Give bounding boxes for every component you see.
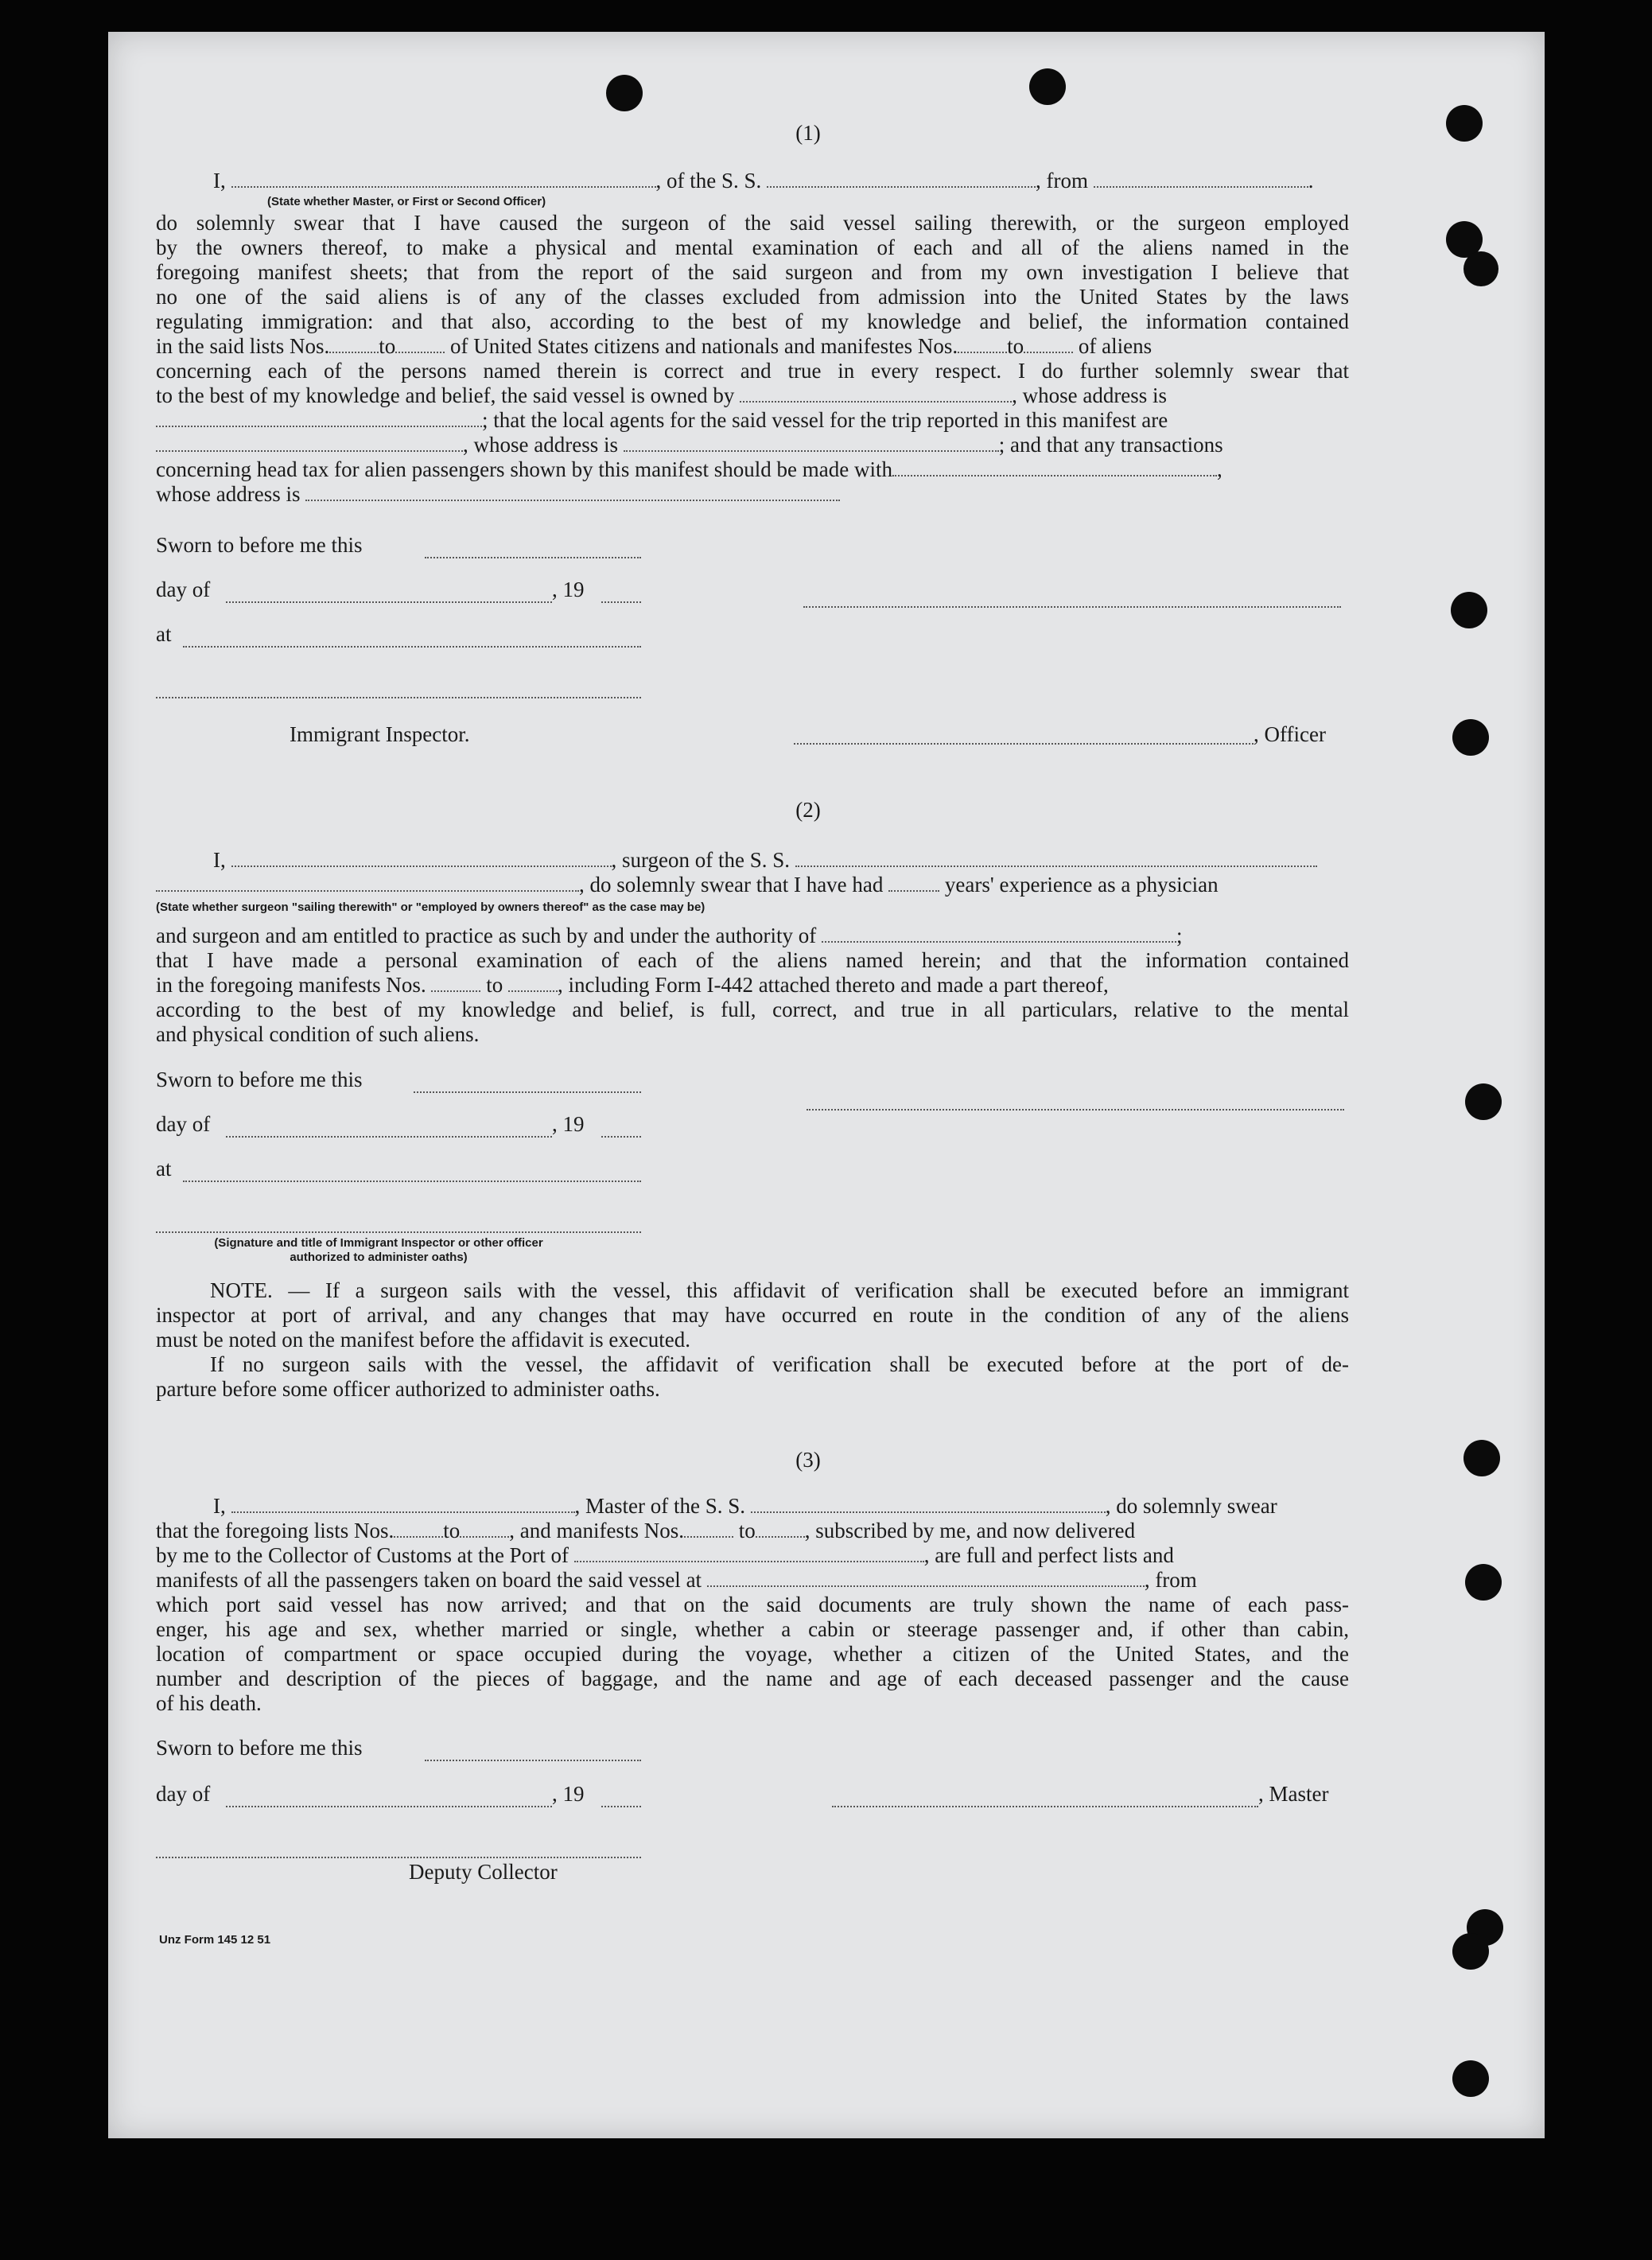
sworn-date-blank[interactable] <box>425 557 641 558</box>
sworn-date-blank[interactable] <box>425 1760 641 1761</box>
to-label: to <box>379 334 396 358</box>
to-label: to <box>486 973 503 997</box>
surgeon-type-note: (State whether surgeon "sailing therewith" or "employed by owners thereof" as the case may be) <box>156 900 706 914</box>
section-1-headtax-line <box>156 457 1349 482</box>
whose-address-label: , whose address is <box>1012 383 1168 407</box>
surgeon-of-label: , surgeon of the S. S. <box>611 848 791 872</box>
section-1-body-line: foregoing manifest sheets; that from the report of the said surgeon and from my own investigation I believe that <box>156 260 1349 284</box>
signature-title-note: (Signature and title of Immigrant Inspector or other officer authorized to administer oaths) <box>214 1236 543 1264</box>
sworn-label: Sworn to before me this <box>156 1068 363 1091</box>
section-1-body-line: no one of the said aliens is of any of the classes excluded from admission into the United States by the laws <box>156 285 1349 309</box>
punch-hole <box>1452 719 1489 756</box>
port-blank[interactable] <box>574 1543 924 1562</box>
year-label: , 19 <box>552 578 585 601</box>
note-text: NOTE. — If a surgeon sails with the vessel, this affidavit of verification shall be executed before an immigrant <box>210 1278 1349 1302</box>
inspector-signature-blank[interactable] <box>156 1231 641 1233</box>
from-label: , from <box>1036 169 1088 193</box>
swear-label: , do solemnly swear that I have had <box>579 873 884 897</box>
section-3-body-line: number and description of the pieces of baggage, and the name and age of each deceased passenger and the cause <box>156 1667 1349 1690</box>
aliens-label: of aliens <box>1078 334 1153 358</box>
of-ss-label: , of the S. S. <box>655 169 762 193</box>
surgeon-type-blank[interactable] <box>156 873 579 892</box>
inspector-signature-blank[interactable] <box>156 697 641 698</box>
delivered-label: , subscribed by me, and now delivered <box>804 1519 1136 1542</box>
day-of-label: day of <box>156 1112 211 1136</box>
section-3-port-line <box>156 1543 1349 1568</box>
at-label: at <box>156 1157 172 1181</box>
lists-label: in the said lists Nos. <box>156 334 330 358</box>
officer-name-blank[interactable] <box>794 743 1254 745</box>
section-3-body-line: enger, his age and sex, whether married or single, whether a cabin or steerage passenger and, if other than cabin, <box>156 1617 1349 1641</box>
section-1-number: (1) <box>795 121 821 145</box>
section-2-authority-line <box>156 924 1349 948</box>
section-3-body-line: which port said vessel has now arrived; and that on the said documents are truly shown the name of each pass- <box>156 1593 1349 1616</box>
lists-label: that the foregoing lists Nos. <box>156 1519 395 1542</box>
section-3-number: (3) <box>795 1448 821 1472</box>
day-of-blank[interactable] <box>226 601 552 603</box>
vessel-name-blank[interactable] <box>795 848 1317 867</box>
punch-hole <box>1029 68 1066 105</box>
surgeon-signature-blank[interactable] <box>807 1109 1344 1111</box>
form-paper <box>108 32 1545 2138</box>
deputy-signature-blank[interactable] <box>156 1857 641 1858</box>
semicolon: ; <box>1176 924 1183 947</box>
full-lists-label: , are full and perfect lists and <box>923 1543 1174 1567</box>
section-2-number: (2) <box>795 798 821 822</box>
vessel-name-blank[interactable] <box>767 169 1036 188</box>
section-1-body-line: regulating immigration: and that also, according to the best of my knowledge and belief, the information contained <box>156 309 1349 333</box>
section-2-body-line: and physical condition of such aliens. <box>156 1022 480 1046</box>
officer-rank-note: (State whether Master, or First or Second Officer) <box>267 195 546 208</box>
oath-pronoun: I, <box>213 848 226 872</box>
authority-label: and surgeon and am entitled to practice as such by and under the authority of <box>156 924 817 947</box>
authority-blank[interactable] <box>822 924 1176 943</box>
at-place-blank[interactable] <box>183 646 641 648</box>
section-3-body-line: location of compartment or space occupied during the voyage, whether a citizen of the United States, and the <box>156 1642 1349 1666</box>
head-tax-blank[interactable] <box>892 457 1217 477</box>
master-of-label: , Master of the S. S. <box>574 1494 745 1518</box>
owner-address-blank[interactable] <box>156 408 482 427</box>
list-to-blank[interactable] <box>395 334 445 353</box>
to-label: to <box>1007 334 1024 358</box>
inspector-label: Immigrant Inspector. <box>290 722 470 746</box>
section-2-body-line: that I have made a personal examination of each of the aliens named herein; and that the information contained <box>156 948 1349 972</box>
section-1-body-line: concerning each of the persons named therein is correct and true in every respect. I do further solemnly swear that <box>156 359 1349 383</box>
section-1-agent-address-line <box>156 433 1349 457</box>
manifests-label: of United States citizens and nationals and manifestes Nos. <box>450 334 958 358</box>
manifest-from-blank[interactable] <box>431 973 480 992</box>
section-3-lists-line <box>156 1519 1349 1543</box>
punch-hole <box>1463 1440 1500 1476</box>
period: . <box>1308 169 1314 193</box>
at-place-blank[interactable] <box>183 1181 641 1182</box>
port-label: by me to the Collector of Customs at the Port of <box>156 1543 569 1567</box>
at-label: at <box>156 622 172 646</box>
note-line: must be noted on the manifest before the affidavit is executed. <box>156 1328 691 1352</box>
sworn-date-blank[interactable] <box>414 1091 641 1093</box>
section-2-manifests-line <box>156 973 1349 998</box>
punch-hole <box>606 75 643 111</box>
year-label: , 19 <box>552 1112 585 1136</box>
head-tax-label: concerning head tax for alien passengers shown by this manifest should be made with <box>156 457 893 481</box>
list-to-blank[interactable] <box>460 1519 509 1538</box>
sworn-label: Sworn to before me this <box>156 533 363 557</box>
day-of-label: day of <box>156 578 211 601</box>
oath-pronoun: I, <box>213 169 226 193</box>
surgeon-name-blank[interactable] <box>231 848 612 867</box>
note-text: If no surgeon sails with the vessel, the affidavit of verification shall be executed before at the port of de- <box>210 1352 1349 1376</box>
officer-name-blank[interactable] <box>231 169 656 188</box>
year-label: , 19 <box>552 1782 585 1806</box>
note-line <box>156 1352 1349 1377</box>
form-label: , including Form I-442 attached thereto and made a part thereof, <box>557 973 1109 997</box>
master-name-blank[interactable] <box>231 1494 575 1513</box>
note-line: parture before some officer authorized to administer oaths. <box>156 1377 660 1401</box>
from-label: , from <box>1144 1568 1197 1592</box>
note-line: inspector at port of arrival, and any changes that may have occurred en route in the condition of any of the aliens <box>156 1303 1349 1327</box>
manifest-to-blank[interactable] <box>508 973 558 992</box>
departure-port-blank[interactable] <box>707 1568 1145 1587</box>
punch-hole <box>1451 592 1487 628</box>
year-blank[interactable] <box>601 1806 641 1807</box>
section-1-address-line <box>156 482 1349 507</box>
day-of-label: day of <box>156 1782 211 1806</box>
section-3-body-line: of his death. <box>156 1691 262 1715</box>
manifests-label: in the foregoing manifests Nos. <box>156 973 426 997</box>
manifests-label: , and manifests Nos. <box>509 1519 684 1542</box>
agents-label: ; that the local agents for the said vessel for the trip reported in this manifest are <box>482 408 1168 432</box>
section-1-body-line: by the owners thereof, to make a physical and mental examination of each and all of the aliens named in the <box>156 235 1349 259</box>
swear-label: , do solemnly swear <box>1105 1494 1277 1518</box>
years-experience-label: years' experience as a physician <box>944 873 1219 897</box>
section-1-lists-line <box>156 334 1349 359</box>
section-2-body-line: according to the best of my knowledge and belief, is full, correct, and true in all particulars, relative to the mental <box>156 998 1349 1021</box>
whose-address-label: whose address is <box>156 482 301 506</box>
year-blank[interactable] <box>601 1136 641 1138</box>
oath-pronoun: I, <box>213 1494 226 1518</box>
owner-blank[interactable] <box>740 383 1012 403</box>
list-from-blank[interactable] <box>329 334 379 353</box>
section-2-surgeon-line <box>156 848 1349 873</box>
owned-by-label: to the best of my knowledge and belief, the said vessel is owned by <box>156 383 735 407</box>
section-2-experience-line <box>156 873 1349 897</box>
vessel-name-blank[interactable] <box>751 1494 1106 1513</box>
year-blank[interactable] <box>601 601 641 603</box>
officer-signature-blank[interactable] <box>803 606 1341 608</box>
section-1-agents-line <box>156 408 1349 433</box>
transactions-label: ; and that any transactions <box>998 433 1223 457</box>
punch-hole <box>1463 251 1498 286</box>
agents-address-blank[interactable] <box>624 433 999 452</box>
from-port-blank[interactable] <box>1094 169 1308 188</box>
day-of-blank[interactable] <box>226 1136 552 1138</box>
master-label: , Master <box>1258 1782 1329 1806</box>
head-tax-address-blank[interactable] <box>305 482 840 501</box>
to-label: to <box>443 1519 461 1542</box>
manifest-to-blank[interactable] <box>1024 334 1073 353</box>
punch-hole <box>1465 1083 1502 1120</box>
manifest-from-blank[interactable] <box>684 1519 733 1538</box>
comma: , <box>1217 457 1222 481</box>
section-3-manifests-line <box>156 1568 1349 1593</box>
manifest-from-blank[interactable] <box>958 334 1007 353</box>
manifests-label: manifests of all the passengers taken on board the said vessel at <box>156 1568 702 1592</box>
sworn-label: Sworn to before me this <box>156 1736 363 1760</box>
section-1-body-line: do solemnly swear that I have caused the surgeon of the said vessel sailing therewith, or the surgeon employed <box>156 211 1349 235</box>
agents-blank[interactable] <box>156 433 463 452</box>
to-label: to <box>738 1519 756 1542</box>
list-from-blank[interactable] <box>394 1519 443 1538</box>
section-3-master-line <box>156 1494 1349 1519</box>
whose-address-label: , whose address is <box>463 433 618 457</box>
punch-hole <box>1452 1933 1489 1970</box>
punch-hole <box>1465 1564 1502 1601</box>
officer-label: , Officer <box>1254 722 1326 746</box>
master-signature-blank[interactable] <box>832 1806 1258 1807</box>
deputy-collector-label: Deputy Collector <box>409 1860 558 1884</box>
section-1-owner-line <box>156 383 1349 408</box>
form-code: Unz Form 145 12 51 <box>159 1933 271 1947</box>
section-1-officer-line <box>156 169 1349 193</box>
years-blank[interactable] <box>888 873 939 892</box>
note-line <box>156 1278 1349 1303</box>
day-of-blank[interactable] <box>226 1806 552 1807</box>
manifest-to-blank[interactable] <box>756 1519 805 1538</box>
punch-hole <box>1452 2060 1489 2097</box>
